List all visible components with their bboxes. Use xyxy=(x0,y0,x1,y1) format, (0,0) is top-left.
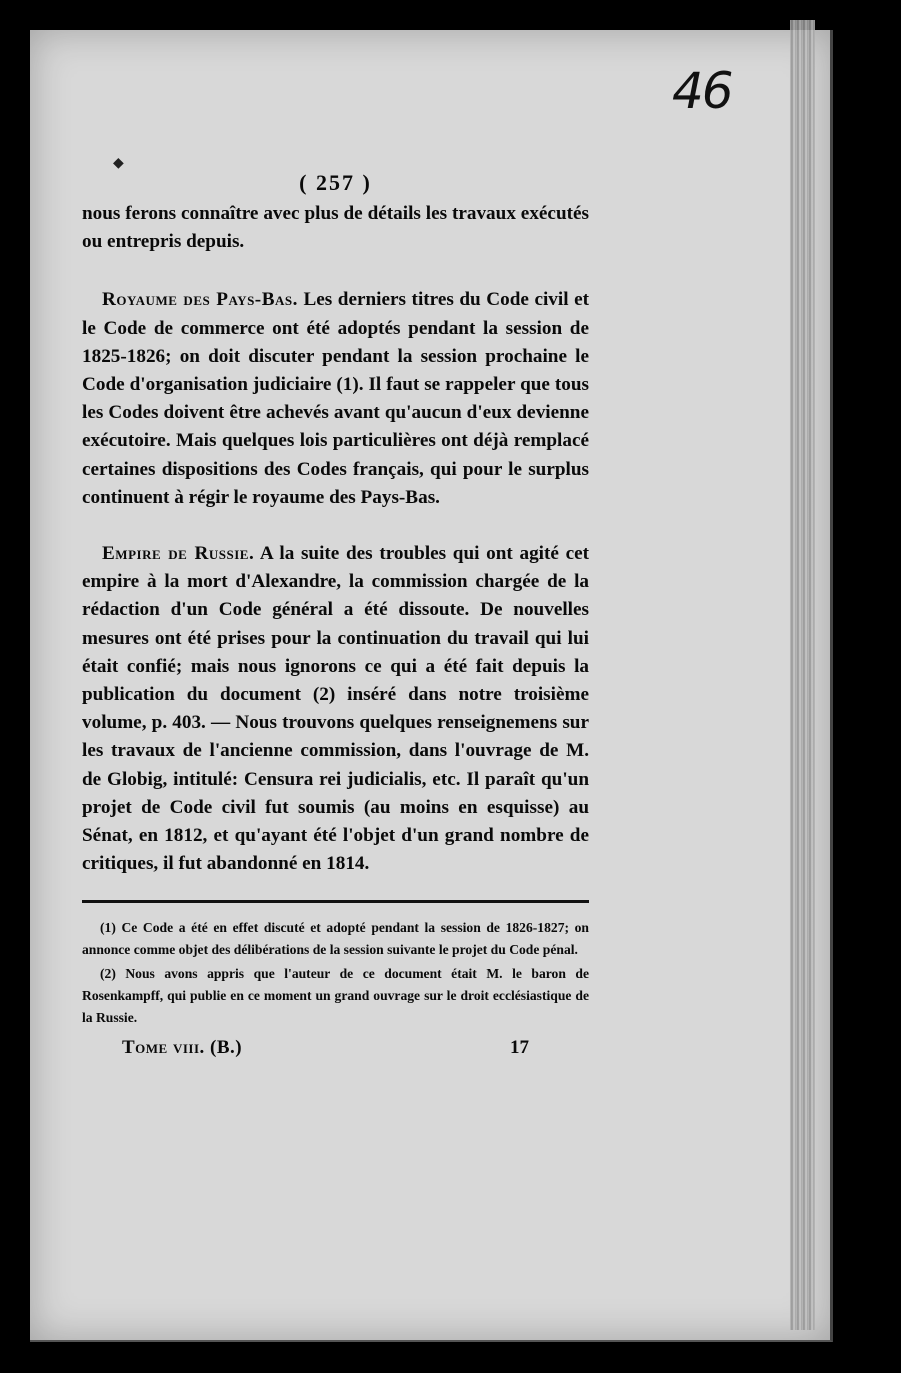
printer-signature xyxy=(82,1037,589,1059)
heading-pays-bas: Royaume des Pays-Bas. xyxy=(102,289,298,311)
heading-russie: Empire de Russie. xyxy=(102,543,255,565)
page-text xyxy=(82,170,589,1059)
page-edge xyxy=(790,20,815,1330)
text-russie: A la suite des troubles qui ont agité cet empire à la mort d'Alexandre, la commission chargée de la rédaction d'un Code général a été dissoute. De nouvelles mesures ont été prises pour la continuation du travail qui lui était confié; mais nous ignorons ce qui a été fait depuis la publication du document (2) inséré dans notre troisième volume, p. 403. — Nous trouvons quelques renseignemens sur les travaux de l'ancienne commission, dans l'ouvrage de M. de Globig, intitulé: Censura rei judicialis, etc. Il paraît qu'un projet de Code civil fut soumis (au moins en esquisse) au Sénat, en 1812, et qu'ayant été l'objet d'un grand nombre de critiques, il fut abandonné en 1814. xyxy=(82,543,589,875)
footnote-1: (1) Ce Code a été en effet discuté et adopté pendant la session de 1826-1827; on annonce comme objet des délibérations de la session suivante le projet du Code pénal. xyxy=(82,920,589,958)
text-pays-bas: Les derniers titres du Code civil et le Code de commerce ont été adoptés pendant la session de 1825-1826; on doit discuter pendant la session prochaine le Code d'organisation judiciaire (1). Il faut se rappeler que tous les Codes doivent être achevés avant qu'aucun d'eux devienne exécutoire. Mais quelques lois particulières ont déjà remplacé certaines dispositions des Codes français, qui pour le surplus continuent à régir le royaume des Pays-Bas. xyxy=(82,289,589,508)
sheet-number: 17 xyxy=(510,1037,529,1059)
footnote-divider xyxy=(82,900,589,903)
footnote-2: (2) Nous avons appris que l'auteur de ce document était M. le baron de Rosenkampff, qui publie en ce moment un grand ouvrage sur le droit ecclésiastique de la Russie. xyxy=(82,966,589,1026)
paragraph-pays-bas xyxy=(82,286,589,512)
handwritten-folio-number: 46 xyxy=(672,62,732,120)
ink-mark: ◆ xyxy=(113,155,124,171)
intro-paragraph: nous ferons connaître avec plus de détails les travaux exécutés ou entrepris depuis. xyxy=(82,203,589,253)
volume-signature: Tome viii. (B.) xyxy=(122,1037,243,1059)
paragraph-russie xyxy=(82,540,589,878)
footnotes xyxy=(82,917,589,1029)
page-number: ( 257 ) xyxy=(299,170,372,195)
